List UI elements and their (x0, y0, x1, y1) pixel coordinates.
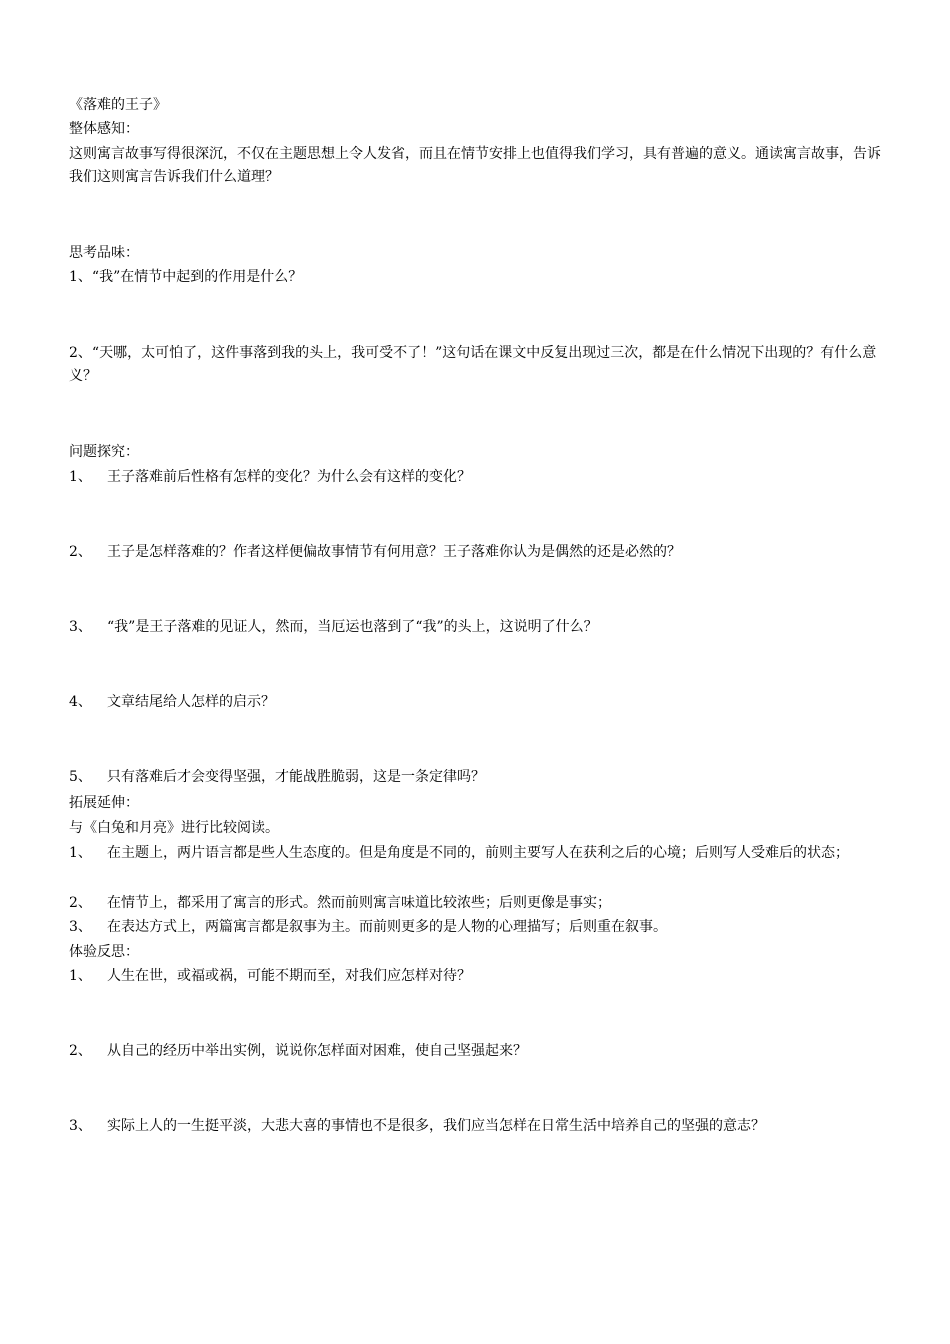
inquiry-question (69, 466, 884, 489)
item-text: 人生在世，或福或祸，可能不期而至，对我们应怎样对待？ (107, 968, 471, 984)
section-heading-experience: 体验反思： (69, 944, 139, 960)
item-text: 从自己的经历中举出实例，说说你怎样面对困难，使自己坚强起来？ (107, 1043, 527, 1059)
item-number: 1、 (69, 845, 92, 861)
reflection-question-1: 1、“我”在情节中起到的作用是什么？ (69, 269, 303, 285)
overview-paragraph: 这则寓言故事写得很深沉，不仅在主题思想上令人发省，而且在情节安排上也值得我们学习，具有普遍的意义。通读寓言故事，告诉我们这则寓言告诉我们什么道理？ (69, 146, 881, 185)
inquiry-question (69, 616, 884, 639)
item-text: “我”是王子落难的见证人，然而，当厄运也落到了“我”的头上，这说明了什么？ (107, 619, 598, 635)
item-text: 在情节上，都采用了寓言的形式。然而前则寓言味道比较浓些；后则更像是事实； (107, 895, 611, 911)
item-text: 实际上人的一生挺平淡，大悲大喜的事情也不是很多，我们应当怎样在日常生活中培养自己的坚强的意志？ (107, 1118, 765, 1134)
item-number: 4、 (69, 694, 92, 710)
item-number: 1、 (69, 469, 92, 485)
item-text: 王子落难前后性格有怎样的变化？为什么会有这样的变化？ (107, 469, 471, 485)
inquiry-question (69, 766, 884, 789)
item-number: 3、 (69, 1118, 92, 1134)
section-heading-overview: 整体感知： (69, 121, 139, 137)
extension-point (69, 842, 884, 865)
section-heading-reflection: 思考品味： (69, 245, 139, 261)
experience-question (69, 1115, 884, 1138)
experience-question (69, 965, 884, 988)
item-text: 文章结尾给人怎样的启示？ (107, 694, 275, 710)
inquiry-question (69, 541, 884, 564)
section-heading-inquiry: 问题探究： (69, 444, 139, 460)
item-text: 只有落难后才会变得坚强，才能战胜脆弱，这是一条定律吗？ (107, 769, 485, 785)
extension-point (69, 916, 884, 939)
item-number: 2、 (69, 1043, 92, 1059)
reflection-question-2: 2、“天哪，太可怕了，这件事落到我的头上，我可受不了！”这句话在课文中反复出现过三次，都是在什么情况下出现的？有什么意义？ (69, 345, 877, 384)
item-text: 在表达方式上，两篇寓言都是叙事为主。而前则更多的是人物的心理描写；后则重在叙事。 (107, 919, 667, 935)
item-number: 5、 (69, 769, 92, 785)
item-number: 3、 (69, 619, 92, 635)
section-heading-extension: 拓展延伸： (69, 795, 139, 811)
extension-intro: 与《白兔和月亮》进行比较阅读。 (69, 820, 279, 836)
doc-title: 《落难的王子》 (69, 97, 167, 113)
item-text: 王子是怎样落难的？作者这样便偏故事情节有何用意？王子落难你认为是偶然的还是必然的？ (107, 544, 681, 560)
item-number: 3、 (69, 919, 92, 935)
extension-point (69, 892, 884, 915)
inquiry-question (69, 691, 884, 714)
item-text: 在主题上，两片语言都是些人生态度的。但是角度是不同的，前则主要写人在获利之后的心境；后则写人受难后的状态； (107, 845, 849, 861)
item-number: 1、 (69, 968, 92, 984)
experience-question (69, 1040, 884, 1063)
item-number: 2、 (69, 895, 92, 911)
item-number: 2、 (69, 544, 92, 560)
